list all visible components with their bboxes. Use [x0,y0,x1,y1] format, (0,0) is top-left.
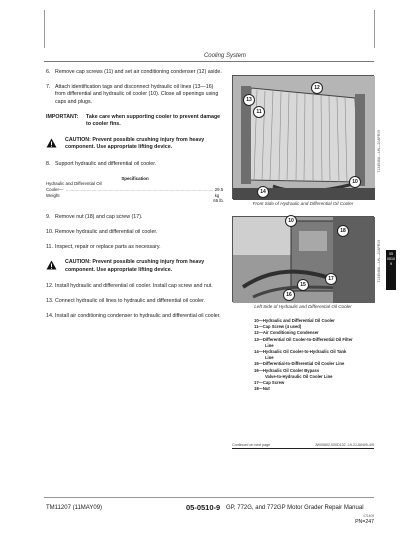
callout-legend [254,318,353,392]
callout-14: 14 [257,186,269,198]
callout-10: 10 [349,176,361,188]
spec-value-kg: 29.5 kg [214,187,224,198]
legend-item: 11—Cap Screw (4 used) [254,324,302,330]
specification-table [46,176,224,204]
legend-item: Valve-to-Hydraulic Oil Cooler Line [265,373,333,379]
page-number: 05-0510-9 [186,503,221,512]
step-11 [46,244,224,251]
warning-triangle-icon [46,259,65,273]
legend-item: 14—Hydraulic Oil Cooler-to-Hydraulic Oil Tank [254,349,347,355]
callout-12: 12 [311,82,323,94]
callout-18: 18 [337,225,349,237]
step-number: 13. [46,298,54,305]
legend-item: 13—Differential Oil Cooler-to-Differential Oil Filter [254,336,353,342]
step-14 [46,313,224,320]
step-number: 12. [46,282,54,289]
step-number: 7. [46,84,51,91]
spec-value-lb: 65 lb. [213,198,224,204]
step-13 [46,298,224,305]
figure2-caption: Left Side of Hydraulic and Differential Oil Cooler [254,304,352,309]
step-10 [46,229,224,236]
callout-16: 16 [283,289,295,301]
callout-10: 10 [285,215,297,227]
step-number: 8. [46,160,51,167]
step-text: Connect hydraulic oil lines to hydraulic and differential oil cooler. [55,298,206,305]
warning-triangle-icon [46,137,65,151]
continued-label: Continued on next page [232,443,271,447]
document-code: JW00602,000D132 -19-21JAN09-4/5 [314,443,374,447]
tab-line: 05 [389,252,393,256]
step-12 [46,283,224,290]
right-margin-rule [374,10,375,48]
section-tab [386,250,396,290]
manual-number: TM11207 (11MAY09) [46,505,103,511]
caution-note-1 [46,137,224,151]
step-text: Support hydraulic and differential oil cooler. [55,160,157,167]
figure1-code: T134546A —UN—20APR09 [377,130,381,173]
step-number: 6. [46,69,51,75]
spec-label: Cooler—Weight [46,187,64,198]
section-header: Cooling System [203,53,246,59]
callout-11: 11 [253,106,265,118]
step-9 [46,214,224,221]
legend-item: 12—Air Conditioning Condenser [254,330,319,336]
spec-item: Hydraulic and Differential Oil [46,181,102,187]
cooler-front-photo [232,75,374,199]
step-text: Install air conditioning condenser to hydraulic and differential oil cooler. [55,313,221,320]
step-7 [46,84,224,106]
step-text: Remove nut (18) and cap screw (17). [55,213,143,220]
print-date: 071409 [363,514,374,518]
step-6 [46,69,224,76]
step-number: 11. [46,244,53,251]
legend-item: 16—Hydraulic Oil Cooler Bypass [254,367,320,373]
callout-15: 15 [297,279,309,291]
continued-bar [232,443,374,449]
step-text: Attach identification tags and disconnect hydraulic oil lines (13—16) from differential and hydraulic oil cooler (10). Close all openings using caps and plugs. [55,84,219,105]
left-margin-rule [44,10,45,48]
tab-line: 0510 [387,257,395,261]
legend-item: Line [265,355,274,361]
step-number: 14. [46,313,54,320]
header-rule [44,61,374,62]
step-number: 9. [46,213,51,220]
step-text: Install hydraulic and differential oil cooler. Install cap screw and nut. [55,282,213,289]
legend-item: 17—Cap Screw [254,380,285,386]
step-8 [46,161,224,168]
step-text: Remove hydraulic and differential oil cooler. [55,229,158,235]
footer-rule [44,497,374,498]
caution-note-2 [46,259,224,273]
spec-row [46,187,224,198]
spec-leader-dots: .......................................................................................................................... [65,187,215,193]
cooler-left-side-photo [232,216,374,302]
figure2-code: T134548A —UN—20APR09 [377,240,381,283]
important-text: Take care when supporting cooler to prevent damage to cooler fins. [86,113,221,128]
figure1-caption: Front Side of Hydraulic and Differential Oil Cooler [252,201,354,206]
legend-item: 15—Differential-to-Differential Oil Cooler Line [254,361,345,367]
important-label: IMPORTANT: [46,113,79,120]
manual-title: GP, 772G, and 772GP Motor Grader Repair Manual [226,505,364,511]
important-note [46,114,224,128]
step-number: 10. [46,229,54,235]
caution-text: CAUTION: Prevent possible crushing injury from heavy component. Use appropriate lifting device. [65,137,205,151]
tab-line: 9 [390,262,392,266]
step-text: Remove cap screws (11) and set air conditioning condenser (12) aside. [55,69,222,75]
procedure-text [46,69,224,328]
caution-text: CAUTION: Prevent possible crushing injury from heavy component. Use appropriate lifting device. [65,259,205,273]
step-text: Inspect, repair or replace parts as necessary. [55,244,161,251]
legend-item: Line [265,342,274,348]
legend-item: 18—Nut [254,386,270,392]
legend-item: 10—Hydraulic and Differential Oil Cooler [254,318,335,323]
pn-number: PN=247 [355,519,374,525]
callout-17: 17 [325,273,337,285]
callout-13: 13 [243,94,255,106]
spec-heading: Specification [121,175,149,181]
